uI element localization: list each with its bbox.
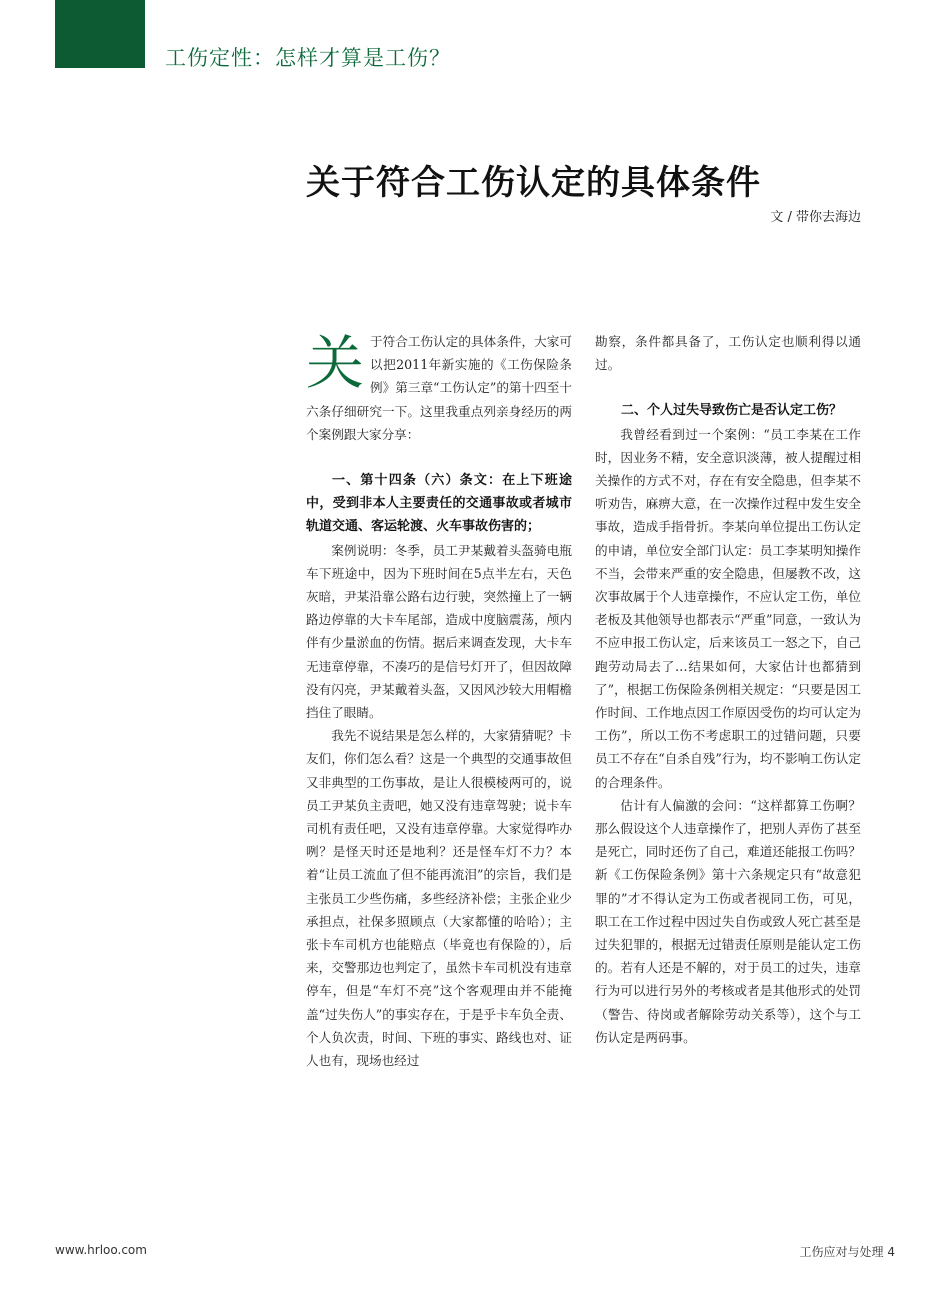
section2-paragraph-2: 估计有人偏激的会问：“这样都算工伤啊？那么假设这个人违章操作了，把别人弄伤了甚至是死亡，同时还伤了自己，难道还能报工伤吗？新《工伤保险条例》第十六条规定只有“故意犯罪的”才不得认定为工伤或者视同工伤，可见，职工在工作过程中因过失自伤或致人死亡甚至是过失犯罪的，根据无过错责任原则是能认定工伤的。若有人还是不解的，对于员工的过失，违章行为可以进行另外的考核或者是其他形式的处罚（警告、待岗或者解除劳动关系等），这个与工伤认定是两码事。 <box>595 797 861 1045</box>
section1-paragraph-1: 案例说明：冬季，员工尹某戴着头盔骑电瓶车下班途中，因为下班时间在5点半左右，天色灰暗，尹某沿靠公路右边行驶，突然撞上了一辆路边停靠的大卡车尾部，造成中度脑震荡，颅内伴有少量淤血的伤情。据后来调查发现，大卡车无违章停靠，不凑巧的是信号灯开了，但因故障没有闪亮，尹某戴着头盔，又因风沙较大用帽檐挡住了眼睛。 <box>306 542 572 721</box>
intro-paragraph <box>306 330 572 446</box>
footer-website: www.hrloo.com <box>55 1243 147 1257</box>
header-color-block <box>55 0 145 68</box>
section1-paragraph-2-continued: 勘察，条件都具备了，工伤认定也顺利得以通过。 <box>595 334 861 373</box>
article-title: 关于符合工伤认定的具体条件 <box>306 163 761 203</box>
section1-heading: 一、第十四条（六）条文：在上下班途中，受到非本人主要责任的交通事故或者城市轨道交通、客运轮渡、火车事故伤害的； <box>306 473 572 535</box>
section1-paragraph-2: 我先不说结果是怎么样的，大家猜猜呢？卡友们，你们怎么看？这是一个典型的交通事故但又非典型的工伤事故，是让人很模棱两可的，说员工尹某负主责吧，她又没有违章驾驶；说卡车司机有责任吧，又没有违章停靠。大家觉得咋办咧？是怪天时还是地利？还是怪车灯不力？本着“让员工流血了但不能再流泪”的宗旨，我们是主张员工少些伤痛，多些经济补偿；主张企业少承担点，社保多照顾点（大家都懂的哈哈）；主张卡车司机方也能赔点（毕竟也有保险的），后来，交警那边也判定了，虽然卡车司机没有违章停车，但是“车灯不亮”这个客观理由并不能掩盖“过失伤人”的事实存在，于是乎卡车负全责、个人负次责，时间、下班的事实、路线也对、证人也有，现场也经过 <box>306 728 572 1069</box>
intro-text: 于符合工伤认定的具体条件，大家可以把2011年新实施的《工伤保险条例》第三章“工伤认定”的第十四至十六条仔细研究一下。这里我重点列亲身经历的两个案例跟大家分享： <box>306 334 572 442</box>
section-header: 工伤定性：怎样才算是工伤？ <box>165 46 451 70</box>
section2-paragraph-1: 我曾经看到过一个案例：“员工李某在工作时，因业务不精，安全意识淡薄，被人提醒过相关操作的方式不对，存在有安全隐患，但李某不听劝告，麻痹大意，在一次操作过程中发生安全事故，造成手指骨折。李某向单位提出工伤认定的申请，单位安全部门认定：员工李某明知操作不当，会带来严重的安全隐患，但屡教不改，这次事故属于个人违章操作，不应认定工伤，单位老板及其他领导也都表示“严重”同意，一致认为不应申报工伤认定，后来该员工一怒之下，自己跑劳动局去了…结果如何，大家估计也都猜到了”，根据工伤保险条例相关规定：“只要是因工作时间、工作地点因工作原因受伤的均可认定为工伤”，所以工伤不考虑职工的过错问题，只要员工不存在“自杀自残”行为，均不影响工伤认定的合理条件。 <box>595 426 861 790</box>
article-column-right <box>595 330 861 1049</box>
drop-cap: 关 <box>306 329 365 397</box>
article-byline: 文 / 带你去海边 <box>770 210 861 225</box>
footer-page-info: 工伤应对与处理 4 <box>799 1245 895 1259</box>
section2-heading: 二、个人过失导致伤亡是否认定工伤？ <box>621 403 843 419</box>
article-column-left <box>306 330 572 1072</box>
